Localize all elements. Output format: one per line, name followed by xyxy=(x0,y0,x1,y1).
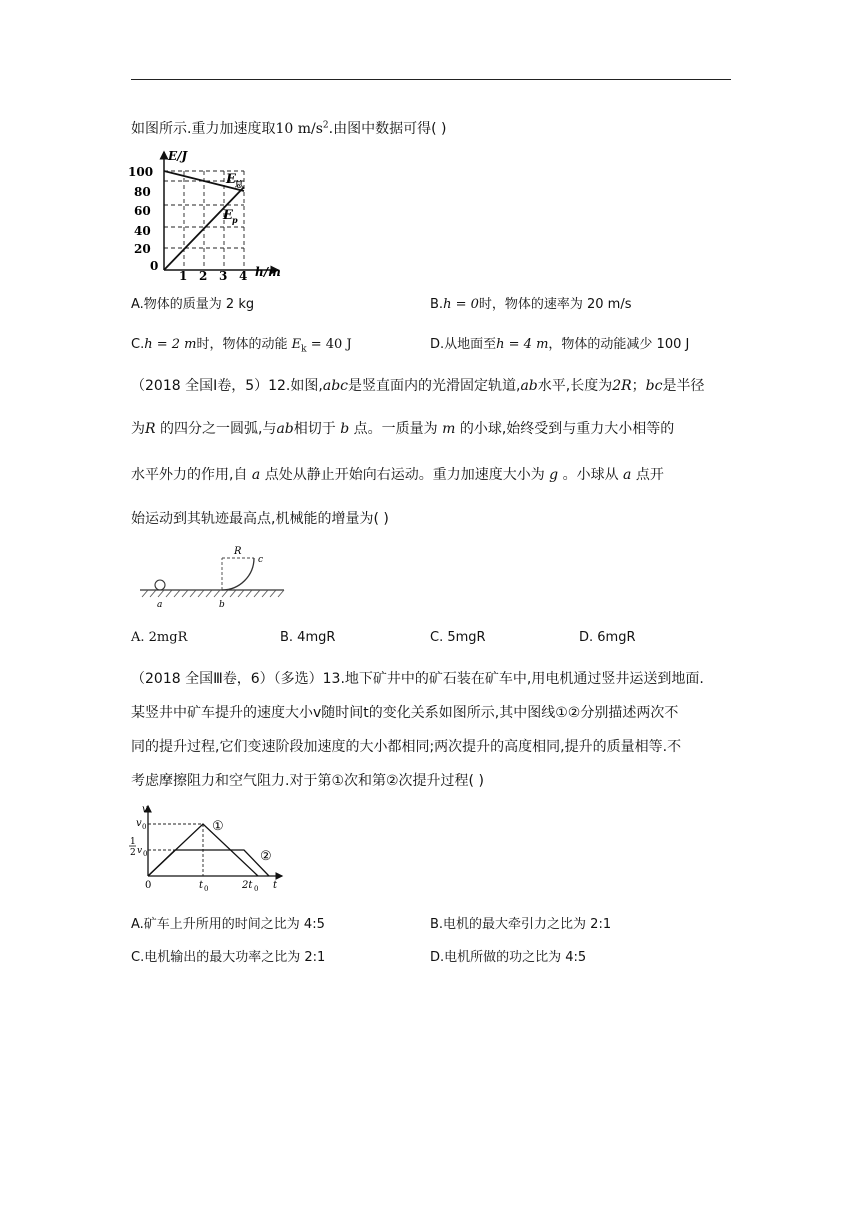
curve-1-label: ① xyxy=(212,819,224,834)
t-axis-label: t xyxy=(273,880,278,891)
q13-option-b[interactable]: B.电机的最大牵引力之比为 2:1 xyxy=(430,917,612,932)
option-b[interactable]: B.h = 0时，物体的速率为 20 m/s xyxy=(430,297,632,312)
q13-line-1: （2018 全国Ⅲ卷，6）（多选）13.地下矿井中的矿石装在矿车中,用电机通过竖井运送到地面. xyxy=(131,671,704,687)
two-t0-label: 2t xyxy=(242,880,253,891)
e-p-subscript: p xyxy=(232,215,238,225)
q13-line-3: 同的提升过程,它们变速阶段加速度的大小都相同;两次提升的高度相同,提升的质量相等.不 xyxy=(131,739,682,755)
velocity-time-graph xyxy=(128,802,288,894)
option-d[interactable]: D.从地面至h = 4 m，物体的动能减少 100 J xyxy=(430,337,690,352)
e-total-subscript: 总 xyxy=(235,179,243,189)
origin-label: 0 xyxy=(145,880,152,891)
half-numerator: 1 xyxy=(130,837,136,847)
q12-option-a[interactable]: A. 2mgR xyxy=(131,630,188,645)
t0-subscript: 0 xyxy=(204,885,209,893)
label-R: R xyxy=(234,546,242,557)
arc-track xyxy=(222,558,254,590)
v-axis-label: v xyxy=(142,804,148,815)
t0-label: t xyxy=(199,880,204,891)
y-tick: 100 xyxy=(128,165,154,179)
label-a: a xyxy=(157,600,163,610)
header-rule xyxy=(131,79,731,80)
y-tick: 20 xyxy=(134,242,151,256)
y-tick: 40 xyxy=(134,224,151,238)
v0-subscript: 0 xyxy=(142,823,147,831)
y-tick: 0 xyxy=(150,259,159,273)
half-denominator: 2 xyxy=(130,848,136,858)
q12-line-1: （2018 全国Ⅰ卷，5）12.如图,abc是竖直面内的光滑固定轨道,ab水平,长度为2R；bc是半径 xyxy=(131,378,705,394)
q12-line-4: 始运动到其轨迹最高点,机械能的增量为( ) xyxy=(131,511,389,527)
ball xyxy=(155,580,165,590)
e-total-label: E xyxy=(226,172,236,187)
q12-option-d[interactable]: D. 6mgR xyxy=(579,630,636,645)
x-tick: 3 xyxy=(219,269,228,282)
e-p-label: E xyxy=(223,208,233,223)
half-v0-subscript: 0 xyxy=(143,850,148,858)
q13-option-a[interactable]: A.矿车上升所用的时间之比为 4:5 xyxy=(131,917,325,932)
q13-option-d[interactable]: D.电机所做的功之比为 4:5 xyxy=(430,950,587,965)
x-tick: 4 xyxy=(239,269,248,282)
q13-line-4: 考虑摩擦阻力和空气阻力.对于第①次和第②次提升过程( ) xyxy=(131,773,484,789)
question-stem: 如图所示.重力加速度取10 $m/s^2$.由图中数据可得( ) xyxy=(131,120,447,137)
ground-hatching xyxy=(142,590,284,597)
q13-option-c[interactable]: C.电机输出的最大功率之比为 2:1 xyxy=(131,950,326,965)
x-tick: 2 xyxy=(199,269,208,282)
label-c: c xyxy=(258,555,264,565)
q13-line-2: 某竖井中矿车提升的速度大小v随时间t的变化关系如图所示,其中图线①②分别描述两次不 xyxy=(131,705,679,721)
y-axis-label: E/J xyxy=(168,149,188,163)
q12-line-2: 为R 的四分之一圆弧,与ab相切于 b 点。一质量为 m 的小球,始终受到与重力大小相等的 xyxy=(131,421,675,437)
option-a[interactable]: A.物体的质量为 2 kg xyxy=(131,297,255,312)
track-figure xyxy=(138,540,288,610)
curve-2-label: ② xyxy=(260,849,272,864)
curve-2 xyxy=(148,850,269,876)
y-tick: 60 xyxy=(134,204,151,218)
q12-option-b[interactable]: B. 4mgR xyxy=(280,630,336,645)
y-tick: 80 xyxy=(134,185,151,199)
label-b: b xyxy=(219,600,225,610)
v0-label: v xyxy=(136,818,142,829)
half-v0-label: v xyxy=(137,846,143,856)
q12-line-3: 水平外力的作用,自 a 点处从静止开始向右运动。重力加速度大小为 g 。小球从 a 点开 xyxy=(131,467,664,483)
q12-option-c[interactable]: C. 5mgR xyxy=(430,630,486,645)
x-tick: 1 xyxy=(179,269,188,282)
option-c[interactable]: C.h = 2 m时，物体的动能 $E_k = 40$ J xyxy=(131,337,352,355)
x-axis-label: h/m xyxy=(255,265,281,279)
two-t0-subscript: 0 xyxy=(254,885,259,893)
energy-height-graph xyxy=(128,148,288,282)
